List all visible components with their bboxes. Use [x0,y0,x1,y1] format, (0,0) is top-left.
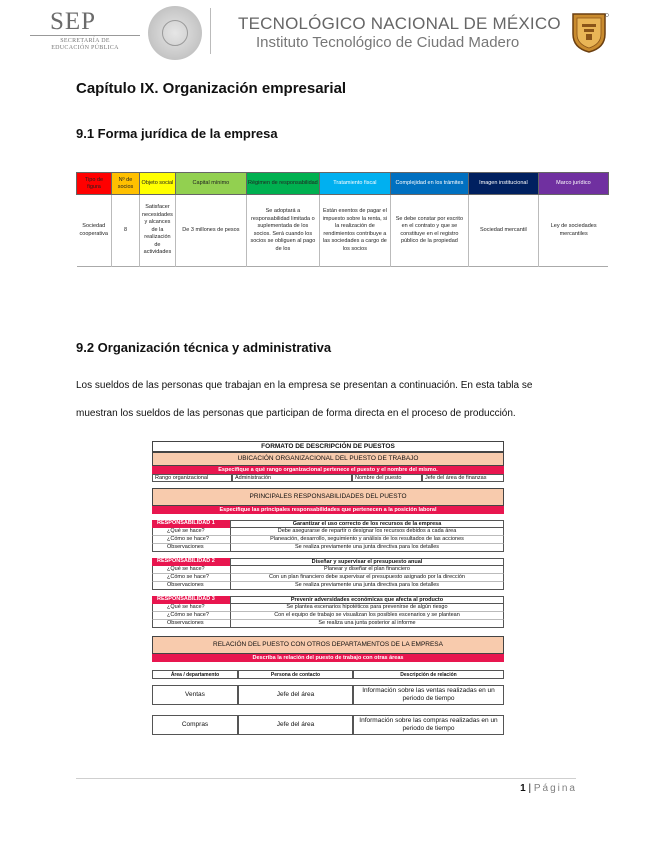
section-1-title: 9.1 Forma jurídica de la empresa [76,126,278,141]
column-header: Área / departamento [152,670,238,679]
job-description-form [152,441,504,735]
form-title: FORMATO DE DESCRIPCIÓN DE PUESTOS [152,441,504,452]
table-cell: Ley de sociedades mercantiles [550,223,597,237]
department-description: Información sobre las compras realizadas en un periodo de tiempo [353,715,504,735]
answer-value: Con un plan financiero debe supervisar el presupuesto asignado por la dirección [230,574,504,582]
sep-divider [30,35,140,36]
header-cell: Régimen de responsabilidad [246,173,319,195]
responsibility-label: RESPONSABILIDAD 2 [152,558,230,566]
position-name-label: Nombre del puesto [352,474,422,482]
table-cell: Se debe constar por escrito en el contrato y que se constituye en el registro público de la propiedad [390,195,468,267]
question-label: Observaciones [152,544,230,552]
body-paragraph-line-1: Los sueldos de las personas que trabajan en la empresa se presentan a continuación. En esta tabla se [76,380,533,391]
responsibilities-header: PRINCIPALES RESPONSABILIDADES DEL PUESTO [152,488,504,506]
itcm-shield-icon [567,10,611,54]
page-word: Página [533,783,577,794]
header-cell: Imagen institucional [468,173,538,195]
responsibility-title: Prevenir adversidades económicas que afecta al producto [230,596,504,604]
rank-value: Administración [232,474,352,482]
department-table-header [152,670,504,679]
chapter-title: Capítulo IX. Organización empresarial [76,80,347,97]
answer-value: Se plantea escenarios hipotéticos para prevenirse de algún riesgo [230,604,504,612]
table-cell: 8 [112,195,140,267]
responsibility-block-3 [152,596,504,628]
header-cell: Objeto social [140,173,176,195]
question-label: ¿Qué se hace? [152,528,230,536]
responsibility-label: RESPONSABILIDAD 1 [152,520,230,528]
answer-value: Planear y diseñar el plan financiero [230,566,504,574]
rank-row [152,474,504,482]
institution-title: TECNOLÓGICO NACIONAL DE MÉXICO [238,14,561,33]
header-cell: Tipo de figura [77,173,112,195]
responsibility-label: RESPONSABILIDAD 3 [152,596,230,604]
department-area: Compras [152,715,238,735]
page-number-value: 1 [520,783,526,794]
footer-divider [76,778,576,779]
header-cell: Capital mínimo [175,173,246,195]
responsibility-block-1 [152,520,504,552]
header-cell: Nº de socios [112,173,140,195]
page-number [520,783,577,794]
table-cell: Sociedad cooperativa [77,195,112,267]
table-row [152,685,504,705]
header-cell: Marco jurídico [538,173,608,195]
legal-form-table [76,172,609,267]
responsibility-title: Diseñar y supervisar el presupuesto anual [230,558,504,566]
column-header: Persona de contacto [238,670,353,679]
mexican-coat-of-arms-icon [148,6,202,60]
question-label: Observaciones [152,582,230,590]
table-cell: Se adoptará a responsabilidad limitada o suplementada de los socios. Será cuando los socios se obliguen al pago de los [246,195,319,267]
table-cell: Satisfacer necesidades y alcances de la realización de actividades [140,195,176,267]
location-instructions: Especifique a qué rango organizacional pertenece el puesto y el nombre del mismo. [152,466,504,474]
answer-value: Se realiza una junta posterior al informe [230,620,504,628]
rank-label: Rango organizacional [152,474,232,482]
sep-logo-text: SEP [50,8,97,35]
column-header: Descripción de relación [353,670,504,679]
department-area: Ventas [152,685,238,705]
sep-subtitle-line-2: EDUCACIÓN PÚBLICA [51,45,119,51]
header-cell: Tratamiento fiscal [319,173,390,195]
question-label: Observaciones [152,620,230,628]
legal-table-header-row [77,173,609,195]
table-row [77,195,609,267]
page-separator: | [525,783,534,794]
header-divider [210,8,211,54]
position-name-value: Jefe del área de finanzas [422,474,504,482]
answer-value: Con el equipo de trabajo se visualizan los posibles escenarios y se plantean [230,612,504,620]
question-label: ¿Cómo se hace? [152,536,230,544]
responsibilities-instructions: Especifique las principales responsabilidades que pertenecen a la posición laboral [152,506,504,514]
department-description: Información sobre las ventas realizadas en un periodo de tiempo [353,685,504,705]
section-2-title: 9.2 Organización técnica y administrativa [76,340,332,355]
table-cell: Están exentos de pagar el impuesto sobre la renta, si la realización de rendimientos contribuye a las sociedades a cargo de los socios [319,195,390,267]
question-label: ¿Qué se hace? [152,604,230,612]
sep-subtitle [30,38,140,52]
department-contact: Jefe del área [238,715,353,735]
answer-value: Se realiza previamente una junta directiva para los detalles [230,582,504,590]
table-cell: De 3 millones de pesos [175,195,246,267]
answer-value: Planeación, desarrollo, seguimiento y análisis de los resultados de las acciones [230,536,504,544]
responsibility-block-2 [152,558,504,590]
table-cell: Sociedad mercantil [468,195,538,267]
relation-header: RELACIÓN DEL PUESTO CON OTROS DEPARTAMENTOS DE LA EMPRESA [152,636,504,654]
institution-subtitle: Instituto Tecnológico de Ciudad Madero [256,34,520,51]
table-row [152,715,504,735]
sep-subtitle-line-1: SECRETARÍA DE [60,38,110,44]
page-header [0,0,655,62]
body-paragraph-line-2: muestran los sueldos de las personas que participan de forma directa en el proceso de producción. [76,408,516,419]
location-header: UBICACIÓN ORGANIZACIONAL DEL PUESTO DE TRABAJO [152,452,504,466]
answer-value: Debe asegurarse de repartir o designar los recursos debidos a cada área [230,528,504,536]
question-label: ¿Qué se hace? [152,566,230,574]
responsibility-title: Garantizar el uso correcto de los recursos de la empresa [230,520,504,528]
question-label: ¿Cómo se hace? [152,574,230,582]
answer-value: Se realiza previamente una junta directiva para los detalles [230,544,504,552]
question-label: ¿Cómo se hace? [152,612,230,620]
header-cell: Complejidad en los trámites [390,173,468,195]
relation-instructions: Describa la relación del puesto de trabajo con otras áreas [152,654,504,662]
department-contact: Jefe del área [238,685,353,705]
